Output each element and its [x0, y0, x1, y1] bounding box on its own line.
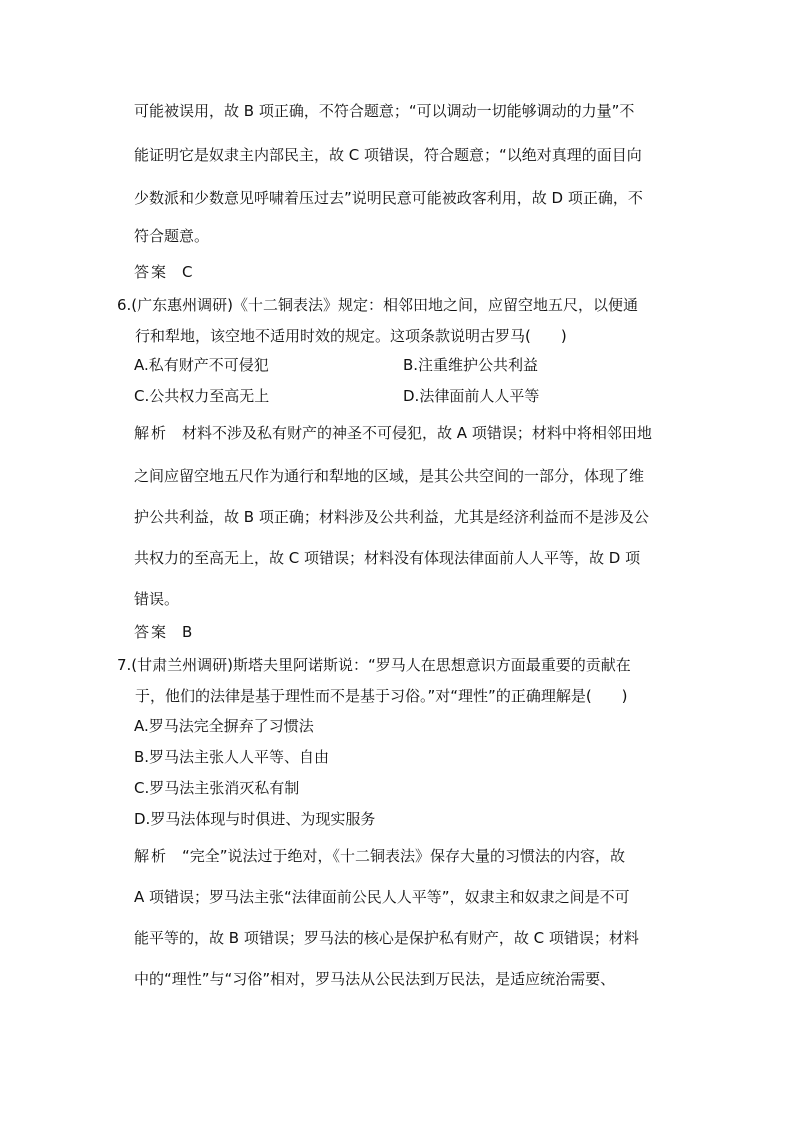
explanation-label: 解析 [134, 424, 169, 442]
question-stem-line: 6.(广东惠州调研)《十二铜表法》规定：相邻田地之间，应留空地五尺，以便通 [117, 296, 639, 314]
question-stem-line: 行和犁地，该空地不适用时效的规定。这项条款说明古罗马( ) [135, 327, 567, 345]
explanation-line: 能平等的，故 B 项错误；罗马法的核心是保护私有财产，故 C 项错误；材料 [134, 929, 639, 947]
answer-label: 答案 [134, 263, 169, 281]
explanation-line [134, 847, 625, 865]
option-c: C.罗马法主张消灭私有制 [134, 779, 300, 797]
explanation-line [134, 424, 652, 442]
explanation-line: 可能被误用，故 B 项正确，不符合题意；“可以调动一切能够调动的力量”不 [134, 102, 635, 120]
explanation-line: 中的“理性”与“习俗”相对，罗马法从公民法到万民法，是适应统治需要、 [134, 970, 616, 988]
answer-line [134, 623, 192, 641]
answer-value: C [182, 263, 193, 281]
question-stem-line: 7.(甘肃兰州调研)斯塔夫里阿诺斯说：“罗马人在思想意识方面最重要的贡献在 [117, 656, 631, 674]
explanation-line: 护公共利益，故 B 项正确；材料涉及公共利益，尤其是经济利益而不是涉及公 [134, 508, 649, 526]
option-c: C.公共权力至高无上 [134, 387, 270, 405]
answer-line [134, 263, 193, 281]
answer-value: B [182, 623, 193, 641]
explanation-line: A 项错误；罗马法主张“法律面前公民人人平等”，奴隶主和奴隶之间是不可 [134, 888, 630, 906]
option-a: A.私有财产不可侵犯 [134, 356, 269, 374]
explanation-line: 符合题意。 [134, 227, 210, 245]
option-b: B.罗马法主张人人平等、自由 [134, 748, 330, 766]
explanation-text: “完全”说法过于绝对，《十二铜表法》保存大量的习惯法的内容，故 [182, 847, 626, 865]
explanation-line: 能证明它是奴隶主内部民主，故 C 项错误，符合题意；“以绝对真理的面目向 [134, 146, 642, 164]
option-d: D.罗马法体现与时俱进、为现实服务 [134, 810, 376, 828]
explanation-text: 材料不涉及私有财产的神圣不可侵犯，故 A 项错误；材料中将相邻田地 [182, 424, 652, 442]
question-stem-line: 于，他们的法律是基于理性而不是基于习俗。”对“理性”的正确理解是( ) [135, 687, 628, 705]
answer-label: 答案 [134, 623, 169, 641]
explanation-label: 解析 [134, 847, 169, 865]
explanation-line: 少数派和少数意见呼啸着压过去”说明民意可能被政客利用，故 D 项正确，不 [134, 189, 643, 207]
explanation-line: 之间应留空地五尺作为通行和犁地的区域，是其公共空间的一部分，体现了维 [134, 467, 645, 485]
option-a: A.罗马法完全摒弃了习惯法 [134, 717, 314, 735]
option-b: B.注重维护公共利益 [403, 356, 539, 374]
explanation-line: 错误。 [134, 590, 180, 608]
explanation-line: 共权力的至高无上，故 C 项错误；材料没有体现法律面前人人平等，故 D 项 [134, 549, 641, 567]
option-d: D.法律面前人人平等 [403, 387, 540, 405]
